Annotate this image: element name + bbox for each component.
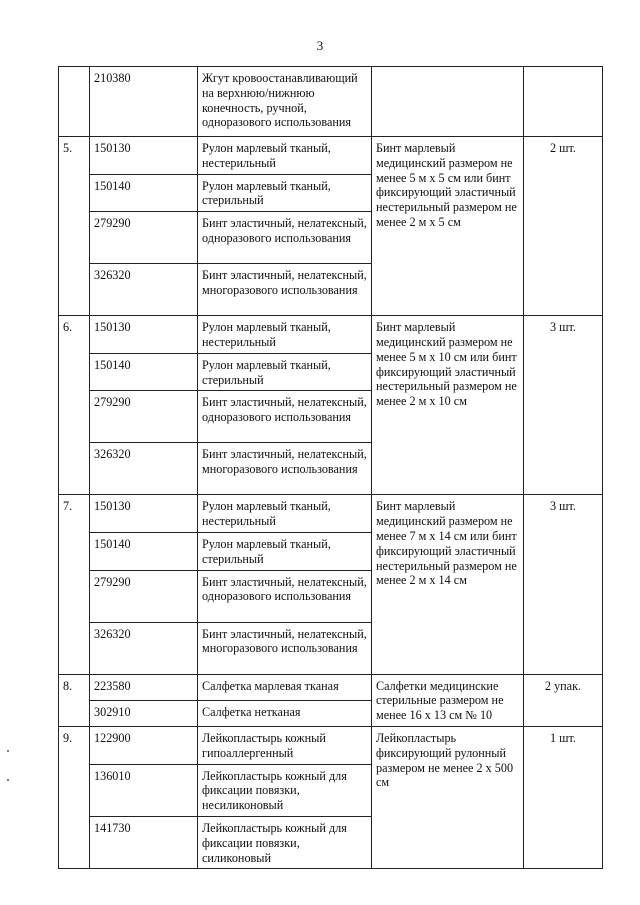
name-cell: Жгут кровоостанавливающий на верхнюю/нижнюю конечность, ручной, одноразового использования [198,67,372,137]
name-cell: Рулон марлевый тканый, стерильный [198,532,372,570]
code-cell: 141730 [90,816,198,868]
specification-cell: Лейкопластырь фиксирующий рулонный размером не менее 2 х 500 см [372,726,524,868]
row-number-cell: 8. [59,674,90,726]
page-number: 3 [316,38,324,53]
code-cell: 150140 [90,174,198,212]
name-cell: Рулон марлевый тканый, нестерильный [198,316,372,354]
code-cell: 150130 [90,316,198,354]
specification-cell: Салфетки медицинские стерильные размером не менее 16 х 13 см № 10 [372,674,524,726]
code-cell: 326320 [90,264,198,316]
row-number-cell [59,67,90,137]
code-cell: 150140 [90,532,198,570]
name-cell: Рулон марлевый тканый, стерильный [198,353,372,391]
row-number-cell: 5. [59,137,90,316]
code-cell: 326320 [90,622,198,674]
code-cell: 122900 [90,726,198,764]
quantity-cell: 3 шт. [524,316,603,495]
scan-speck [7,750,9,752]
medical-supplies-table [58,66,603,869]
row-number-cell: 9. [59,726,90,868]
name-cell: Бинт эластичный, нелатексный, многоразового использования [198,622,372,674]
code-cell: 150130 [90,495,198,533]
name-cell: Рулон марлевый тканый, стерильный [198,174,372,212]
name-cell: Бинт эластичный, нелатексный, многоразового использования [198,264,372,316]
quantity-cell: 3 шт. [524,495,603,674]
name-cell: Бинт эластичный, нелатексный, многоразового использования [198,443,372,495]
code-cell: 279290 [90,391,198,443]
table-row [59,674,603,700]
name-cell: Бинт эластичный, нелатексный, одноразового использования [198,391,372,443]
code-cell: 150130 [90,137,198,175]
name-cell: Салфетка марлевая тканая [198,674,372,700]
name-cell: Лейкопластырь кожный гипоаллергенный [198,726,372,764]
table-row [59,495,603,533]
quantity-cell: 2 упак. [524,674,603,726]
code-cell: 136010 [90,764,198,816]
row-number-cell: 7. [59,495,90,674]
quantity-cell [524,67,603,137]
specification-cell: Бинт марлевый медицинский размером не менее 5 м х 5 см или бинт фиксирующий эластичный нестерильный размером не менее 2 м х 5 см [372,137,524,316]
code-cell: 279290 [90,570,198,622]
table-row [59,67,603,137]
quantity-cell: 1 шт. [524,726,603,868]
table-row [59,137,603,175]
quantity-cell: 2 шт. [524,137,603,316]
name-cell: Бинт эластичный, нелатексный, одноразового использования [198,212,372,264]
name-cell: Бинт эластичный, нелатексный, одноразового использования [198,570,372,622]
name-cell: Салфетка нетканая [198,700,372,726]
code-cell: 302910 [90,700,198,726]
row-number-cell: 6. [59,316,90,495]
scan-speck [7,779,9,781]
code-cell: 223580 [90,674,198,700]
name-cell: Лейкопластырь кожный для фиксации повязки, силиконовый [198,816,372,868]
table-row [59,316,603,354]
code-cell: 210380 [90,67,198,137]
code-cell: 279290 [90,212,198,264]
specification-cell [372,67,524,137]
name-cell: Рулон марлевый тканый, нестерильный [198,495,372,533]
name-cell: Рулон марлевый тканый, нестерильный [198,137,372,175]
code-cell: 150140 [90,353,198,391]
name-cell: Лейкопластырь кожный для фиксации повязки, несиликоновый [198,764,372,816]
specification-cell: Бинт марлевый медицинский размером не менее 5 м х 10 см или бинт фиксирующий эластичный нестерильный размером не менее 2 м х 10 см [372,316,524,495]
specification-cell: Бинт марлевый медицинский размером не менее 7 м х 14 см или бинт фиксирующий эластичный нестерильный размером не менее 2 м х 14 см [372,495,524,674]
code-cell: 326320 [90,443,198,495]
table-row [59,726,603,764]
